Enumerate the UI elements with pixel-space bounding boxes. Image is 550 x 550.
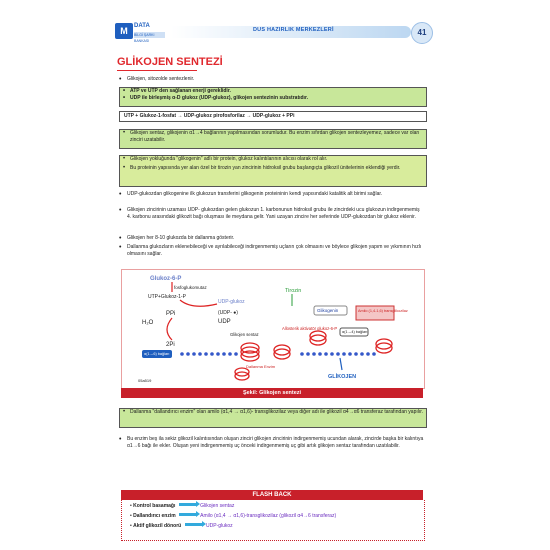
logo-top-text: DATA [134, 23, 150, 29]
box-row: • Bu proteinin yapısında yer alan özel bir tirozin yan zincirinin hidroksil grubu başlangıçta glikozil ünitelerinin eklendiği yerdir. [120, 165, 426, 172]
arrow-line [340, 358, 342, 370]
flashback-key: Dallandırıcı enzim [133, 513, 176, 519]
figure-caption: Şekil: Glikojen sentezi [121, 388, 423, 398]
udpg-label: UDP-glukoz [218, 299, 245, 305]
flashback-row: • Dallandırıcı enzim Amilo (α1,4 → α1,6)-transglikozilaz (glikozil α4→6 transferaz) [130, 513, 337, 519]
bag14-label: α(1→4) bağları [342, 330, 368, 334]
page-number: 41 [411, 22, 433, 44]
bullet-icon [119, 78, 123, 82]
arrow-right-icon [179, 503, 197, 506]
bullet-icon [119, 246, 123, 250]
allo-label: Allosterik aktivatör glukoz-6-P [282, 326, 338, 331]
flashback-key: Kontrol basamağı [133, 503, 176, 509]
info-box-energy [119, 87, 427, 107]
body-paragraph: Dallanma glukozların eklenebileceği ve ayrılabileceği indirgenmemiş uçların çok olmasını ve böylece glikojen yapım ve yıkımının hızlı olmasını sağlar. [127, 244, 422, 257]
bullet-icon [119, 193, 123, 197]
body-paragraph: Glikojen zincirinin uzaması UDP- glukozdan gelen glukozun 1. karbonunun hidroksil grubu ile zincirdeki ucu glukozun indirgenmemiş 4. karbonu arasındaki glikozit bağı oluşması ile meydana gelir. Yani uzayan zincire her seferinde UDP-glukozdan bir glukoz eklenir. [127, 207, 420, 220]
bullet-icon [119, 438, 123, 442]
publisher-logo [115, 21, 165, 41]
flashback-box [121, 500, 425, 541]
header-title: DUS HAZIRLIK MERKEZLERİ [253, 27, 334, 33]
arrow-line [180, 300, 217, 306]
flashback-value: Amilo (α1,4 → α1,6)-transglikozilaz (glikozil α4→6 transferaz) [200, 513, 337, 519]
box-row: • Glikojen yokluğunda "glikogenin" adlı bir protein, glukoz kalıntılarının alıcısı olarak rol alır. [120, 156, 426, 163]
flashback-value: Glikojen sentaz [200, 503, 235, 509]
sentaz-label: Glikojen sentaz [230, 332, 259, 337]
page-header [113, 21, 435, 43]
glikojen-label: GLİKOJEN [328, 374, 357, 380]
info-box-branching-enzyme [119, 408, 427, 428]
pp-label: PPi [166, 311, 176, 317]
body-paragraph: Glikojen her 8-10 glukozda bir dallanma gösterir. [127, 235, 235, 241]
title-underline [117, 70, 197, 71]
bag16-label: α(1→6) bağları [144, 352, 170, 356]
info-box-glycogen-synthase [119, 129, 427, 149]
logo-bottom-text: BİLGİ ŞARKI BANKASI [134, 32, 165, 38]
box-row: • Glikojen sentaz, glikojenin α1→4 bağlarının yapılmasından sorumludur. Bu enzim sıfırdan glikojen sentezleyemez, sadece var olan zinciri uzatabilir. [120, 130, 426, 144]
utp-label: UTP+Glukoz-1-P [148, 294, 186, 300]
flashback-title: FLASH BACK [121, 490, 423, 500]
logo-mark: M [115, 23, 133, 39]
reaction-text: UTP + Glukoz-1-fosfat → UDP-glukoz pirofosforilaz → UDP-glukoz + PPi [124, 113, 295, 119]
figure-diagram [122, 270, 424, 388]
intro-text: Glikojen, sitozolde sentezlenir. [127, 76, 195, 82]
arrow-right-icon [179, 513, 197, 516]
udpg-small-label: (UDP- ●) [218, 310, 238, 316]
body-paragraph: UDP-glukozdan glikogenine ilk glukozun transferini glikogenin proteininin kendi yapısındaki katalitik alt birimi sağlar. [127, 191, 383, 197]
udp-label: UDP [218, 319, 231, 325]
h2o-label: H₂O [142, 320, 154, 326]
g6p-label: Glukoz-6-P [150, 276, 182, 282]
box-row: • Dallanma "dallandırıcı enzim" olan amilo (α1,4 → α1,6)- transglikozilaz veya diğer adı ile glikozil α4→α6 transferaz tarafından yapılır. [120, 409, 426, 416]
tirozin-label: Tirozin [285, 288, 302, 294]
arrow-line [167, 318, 172, 340]
info-box-glycogenin [119, 155, 427, 187]
section-title: GLİKOJEN SENTEZİ [117, 56, 223, 68]
flashback-row: • Aktif glikozil dönorü UDP-glukoz [130, 523, 233, 529]
body-paragraph: Bu enzim beş ila sekiz glikozil kalıntısından oluşan zinciri glikojen zincirinin indirgenmemiş ucundan alarak, zincirde başka bir kalıntıya α1→6 bağı ile ekler. Oluşan yeni indirgenmemiş uç önceki indirgenmemiş uç gibi artık glikojen sentaz tarafından uzatılabilir. [127, 436, 424, 449]
page [113, 15, 435, 540]
twop-label: 2Pi [166, 342, 175, 348]
reaction-box [119, 111, 427, 122]
box-row: • UDP ile birleşmiş α-D glukoz (UDP-glukoz), glikojen sentezinin substratıdır. [120, 95, 426, 102]
flashback-row: • Kontrol basamağı Glikojen sentaz [130, 503, 235, 509]
figure-code: 05a519 [138, 378, 152, 383]
bullet-icon [119, 237, 123, 241]
flashback-value: UDP-glukoz [205, 523, 233, 529]
box-row: • ATP ve UTP den sağlanan enerji gereklidir. [120, 88, 426, 95]
arrow-right-icon [185, 523, 203, 526]
glycogen-synthesis-figure [121, 269, 425, 389]
amilo-label: Amilo (1,4-1,6) transglikozilaz [358, 309, 408, 313]
bullet-icon [119, 209, 123, 213]
glikogenin-label: Glikogenin [317, 308, 339, 313]
dallanma-label: Dallanma Enzim [246, 364, 276, 369]
fosfo-label: fosfoglukomutaz [174, 285, 207, 290]
flashback-key: Aktif glikozil dönorü [133, 523, 182, 529]
